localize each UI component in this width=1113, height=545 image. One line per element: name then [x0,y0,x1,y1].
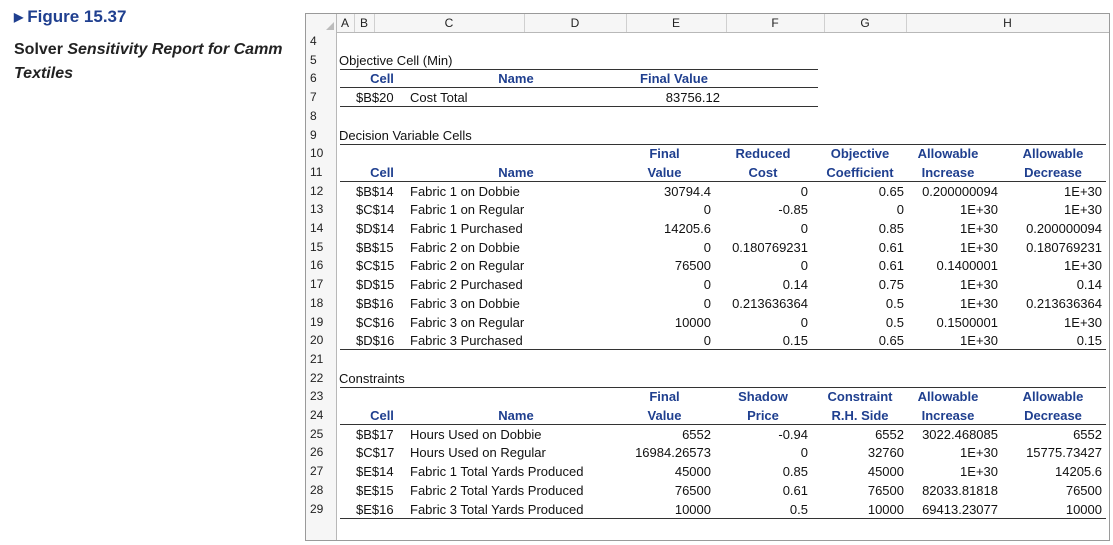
figure-label [14,6,284,28]
decision-row-cell[interactable]: $C$16 [356,314,395,330]
objective-header-name[interactable]: Name [498,71,534,87]
row-header-12[interactable]: 12 [310,183,324,198]
constraints-header-top-shadow[interactable]: Shadow [738,389,788,405]
constraints-row-name[interactable]: Fabric 1 Total Yards Produced [410,464,584,480]
decision-row-value[interactable]: 0.213636364 [1026,295,1102,311]
row-header-19[interactable]: 19 [310,314,324,329]
constraints-header-bottom-allow_dec[interactable]: Decrease [1024,408,1082,423]
decision-row-value[interactable]: 1E+30 [960,333,998,349]
decision-row-value[interactable]: 30794.4 [664,183,711,199]
row-header-23[interactable]: 23 [310,389,324,404]
decision-header-bottom-allow_inc[interactable]: Increase [921,164,975,180]
constraints-header-bottom-final[interactable]: Value [647,408,682,423]
decision-row-value[interactable]: 1E+30 [1064,314,1102,330]
constraints-row-value[interactable]: 10000 [674,501,711,517]
decision-row-value[interactable]: 1E+30 [960,221,998,236]
select-all-icon [326,22,334,30]
decision-row-value[interactable]: 0.14 [782,277,808,293]
decision-row-name[interactable]: Fabric 1 on Dobbie [410,183,520,199]
decision-row-cell[interactable]: $D$15 [356,277,395,293]
decision-row-name[interactable]: Fabric 1 Purchased [410,221,523,236]
decision-row-cell[interactable]: $B$16 [356,295,394,311]
row-header-29[interactable]: 29 [310,501,324,516]
constraints-row-value[interactable]: 32760 [867,445,904,461]
constraints-header-bottom-shadow[interactable]: Price [747,408,779,423]
decision-row-value[interactable]: 0.75 [878,277,904,293]
decision-row-value[interactable]: 0 [703,277,711,293]
row-header-4[interactable]: 4 [310,34,317,48]
constraints-row-value[interactable]: 45000 [867,464,904,480]
decision-header-name[interactable]: Name [498,164,534,180]
constraints-row-value[interactable]: 6552 [1073,426,1102,442]
decision-row-value[interactable]: 0.61 [878,239,904,255]
constraints-header-top-allow_dec[interactable]: Allowable [1022,389,1084,405]
decision-header-bottom-final[interactable]: Value [647,164,682,180]
constraints-row-value[interactable]: 76500 [867,482,904,498]
figure-title [14,38,284,86]
constraints-header-bottom-allow_inc[interactable]: Increase [921,408,975,423]
constraints-row-value[interactable]: 10000 [1065,501,1102,517]
triangle-right-icon: ▶ [14,10,24,24]
decision-row-value[interactable]: 1E+30 [960,239,998,255]
constraints-header-top-allow_inc[interactable]: Allowable [917,389,979,405]
decision-row-value[interactable]: 0.14 [1076,277,1102,293]
decision-row-name[interactable]: Fabric 2 on Dobbie [410,239,520,255]
constraints-row-value[interactable]: 3022.468085 [922,426,998,442]
decision-row-value[interactable]: -0.85 [778,202,808,218]
decision-header-bottom-reduced[interactable]: Cost [748,164,778,180]
decision-row-value[interactable]: 1E+30 [1064,258,1102,274]
decision-row-value[interactable]: 0.15 [782,333,808,349]
decision-row-value[interactable]: 1E+30 [960,202,998,218]
constraints-header-top-constraint[interactable]: Constraint [827,389,893,405]
decision-header-top-objective[interactable]: Objective [830,146,890,162]
row-header-27[interactable]: 27 [310,464,324,479]
decision-header-top-reduced[interactable]: Reduced [735,146,791,162]
spreadsheet [305,13,1110,541]
constraints-row-name[interactable]: Fabric 2 Total Yards Produced [410,482,584,498]
constraints-row-name[interactable]: Hours Used on Dobbie [410,426,542,442]
figure-title-italic: Sensitivity Report for Camm Textiles [14,41,283,82]
objective-bottom-rule [340,106,818,107]
decision-row-value[interactable]: 0.1500001 [936,314,998,330]
decision-row-value[interactable]: 0.85 [878,221,904,236]
decision-row-value[interactable]: 0.180769231 [1026,239,1102,255]
decision-row-value[interactable]: 0.200000094 [1026,221,1102,236]
decision-header-top-final[interactable]: Final [649,146,680,162]
figure-caption [14,6,284,86]
decision-section-title[interactable]: Decision Variable Cells [339,127,472,143]
decision-header-bottom-allow_dec[interactable]: Decrease [1024,164,1082,180]
constraints-bottom-rule [340,518,1106,519]
constraints-row-value[interactable]: 76500 [1065,482,1102,498]
decision-header-cell[interactable]: Cell [370,164,394,180]
constraints-row-cell[interactable]: $C$17 [356,445,395,461]
row-header-17[interactable]: 17 [310,277,324,292]
constraints-row-value[interactable]: 0.85 [782,464,808,480]
row-header-26[interactable]: 26 [310,445,324,460]
column-header-b[interactable]: B [354,14,375,32]
column-header-d[interactable]: D [524,14,627,32]
constraints-row-value[interactable]: 69413.23077 [922,501,998,517]
objective-name[interactable]: Cost Total [410,90,468,106]
decision-row-value[interactable]: 10000 [674,314,711,330]
constraints-row-cell[interactable]: $E$16 [356,501,394,517]
decision-row-value[interactable]: 0.65 [878,183,904,199]
decision-row-value[interactable]: 0 [800,314,808,330]
constraints-row-value[interactable]: 0.5 [789,501,808,517]
objective-final-value[interactable]: 83756.12 [665,90,720,106]
decision-row-value[interactable]: 0 [800,221,808,236]
row-header-28[interactable]: 28 [310,482,324,497]
row-header-6[interactable]: 6 [310,71,317,86]
column-header-g[interactable]: G [824,14,907,32]
constraints-section-title[interactable]: Constraints [339,370,405,386]
decision-row-cell[interactable]: $C$14 [356,202,395,218]
constraints-row-cell[interactable]: $E$15 [356,482,394,498]
constraints-row-name[interactable]: Hours Used on Regular [410,445,546,461]
column-header-h[interactable]: H [906,14,1110,32]
decision-row-value[interactable]: 1E+30 [1064,183,1102,199]
row-header-14[interactable]: 14 [310,221,324,235]
decision-row-name[interactable]: Fabric 2 on Regular [410,258,525,274]
decision-bottom-rule [340,349,1106,350]
row-header-24[interactable]: 24 [310,408,324,422]
constraints-header-top-final[interactable]: Final [649,389,680,405]
row-header-13[interactable]: 13 [310,202,324,217]
constraints-row-value[interactable]: 82033.81818 [922,482,998,498]
decision-row-value[interactable]: 0.15 [1076,333,1102,349]
decision-row-value[interactable]: 0.213636364 [732,295,808,311]
decision-row-value[interactable]: 0 [896,202,904,218]
column-header-bar [306,14,1109,33]
constraints-header-bottom-constraint[interactable]: R.H. Side [831,408,889,423]
constraints-row-value[interactable]: 14205.6 [1055,464,1102,480]
row-header-bar [306,32,337,540]
constraints-row-value[interactable]: 6552 [682,426,711,442]
constraints-row-value[interactable]: 16984.26573 [635,445,711,461]
decision-row-name[interactable]: Fabric 3 Purchased [410,333,523,349]
decision-row-value[interactable]: 1E+30 [960,295,998,311]
decision-row-cell[interactable]: $B$15 [356,239,394,255]
decision-row-value[interactable]: 76500 [674,258,711,274]
objective-section-title[interactable]: Objective Cell (Min) [339,52,453,68]
decision-row-value[interactable]: 1E+30 [960,277,998,293]
constraints-row-cell[interactable]: $E$14 [356,464,394,480]
constraints-row-cell[interactable]: $B$17 [356,426,394,442]
constraints-row-value[interactable]: 6552 [875,426,904,442]
constraints-header-cell[interactable]: Cell [370,408,394,423]
decision-row-value[interactable]: 0 [703,202,711,218]
row-header-9[interactable]: 9 [310,127,317,142]
row-header-22[interactable]: 22 [310,370,324,385]
decision-header-top-allow_inc[interactable]: Allowable [917,146,979,162]
decision-row-value[interactable]: 14205.6 [664,221,711,236]
constraints-row-value[interactable]: 10000 [867,501,904,517]
decision-row-cell[interactable]: $D$16 [356,333,395,349]
decision-row-value[interactable]: 0 [703,295,711,311]
decision-header-bottom-objective[interactable]: Coefficient [826,164,894,180]
constraints-row-value[interactable]: 1E+30 [960,464,998,480]
decision-row-cell[interactable]: $D$14 [356,221,395,236]
constraints-row-value[interactable]: 45000 [674,464,711,480]
decision-row-value[interactable]: 0.5 [885,314,904,330]
column-header-c[interactable]: C [374,14,525,32]
constraints-row-value[interactable]: 0 [800,445,808,461]
row-header-11[interactable]: 11 [310,164,323,179]
row-header-18[interactable]: 18 [310,295,324,310]
constraints-header-name[interactable]: Name [498,408,534,423]
decision-row-value[interactable]: 0 [800,183,808,199]
constraints-row-value[interactable]: 0.61 [782,482,808,498]
row-header-21[interactable]: 21 [310,351,324,366]
decision-row-name[interactable]: Fabric 3 on Regular [410,314,525,330]
column-header-a[interactable]: A [336,14,355,32]
row-header-8[interactable]: 8 [310,108,317,123]
constraints-row-value[interactable]: 76500 [674,482,711,498]
decision-row-value[interactable]: 0.65 [878,333,904,349]
decision-row-cell[interactable]: $C$15 [356,258,395,274]
decision-row-value[interactable]: 0.200000094 [922,183,998,199]
row-header-25[interactable]: 25 [310,426,324,441]
constraints-row-value[interactable]: 15775.73427 [1026,445,1102,461]
row-header-15[interactable]: 15 [310,239,324,254]
row-header-10[interactable]: 10 [310,146,324,161]
decision-row-cell[interactable]: $B$14 [356,183,394,199]
column-header-e[interactable]: E [626,14,727,32]
figure-title-prefix: Solver [14,41,68,58]
decision-row-value[interactable]: 0.61 [878,258,904,274]
decision-row-value[interactable]: 0.180769231 [732,239,808,255]
decision-row-name[interactable]: Fabric 3 on Dobbie [410,295,520,311]
row-header-16[interactable]: 16 [310,258,324,273]
constraints-row-name[interactable]: Fabric 3 Total Yards Produced [410,501,584,517]
decision-row-value[interactable]: 0.5 [885,295,904,311]
decision-row-value[interactable]: 1E+30 [1064,202,1102,218]
decision-row-value[interactable]: 0 [703,333,711,349]
objective-cell-ref[interactable]: $B$20 [356,90,394,106]
row-header-5[interactable]: 5 [310,52,317,67]
decision-row-name[interactable]: Fabric 2 Purchased [410,277,523,293]
select-all-corner[interactable] [306,14,337,32]
decision-row-value[interactable]: 0 [800,258,808,274]
decision-row-name[interactable]: Fabric 1 on Regular [410,202,525,218]
row-header-20[interactable]: 20 [310,333,324,348]
decision-row-value[interactable]: 0.1400001 [936,258,998,274]
column-header-f[interactable]: F [726,14,825,32]
constraints-row-value[interactable]: 1E+30 [960,445,998,461]
objective-header-cell[interactable]: Cell [370,71,394,87]
row-header-7[interactable]: 7 [310,90,317,105]
figure-number: Figure 15.37 [27,7,127,26]
decision-header-top-allow_dec[interactable]: Allowable [1022,146,1084,162]
constraints-row-value[interactable]: -0.94 [778,426,808,442]
objective-header-final-value[interactable]: Final Value [640,71,708,87]
decision-row-value[interactable]: 0 [703,239,711,255]
